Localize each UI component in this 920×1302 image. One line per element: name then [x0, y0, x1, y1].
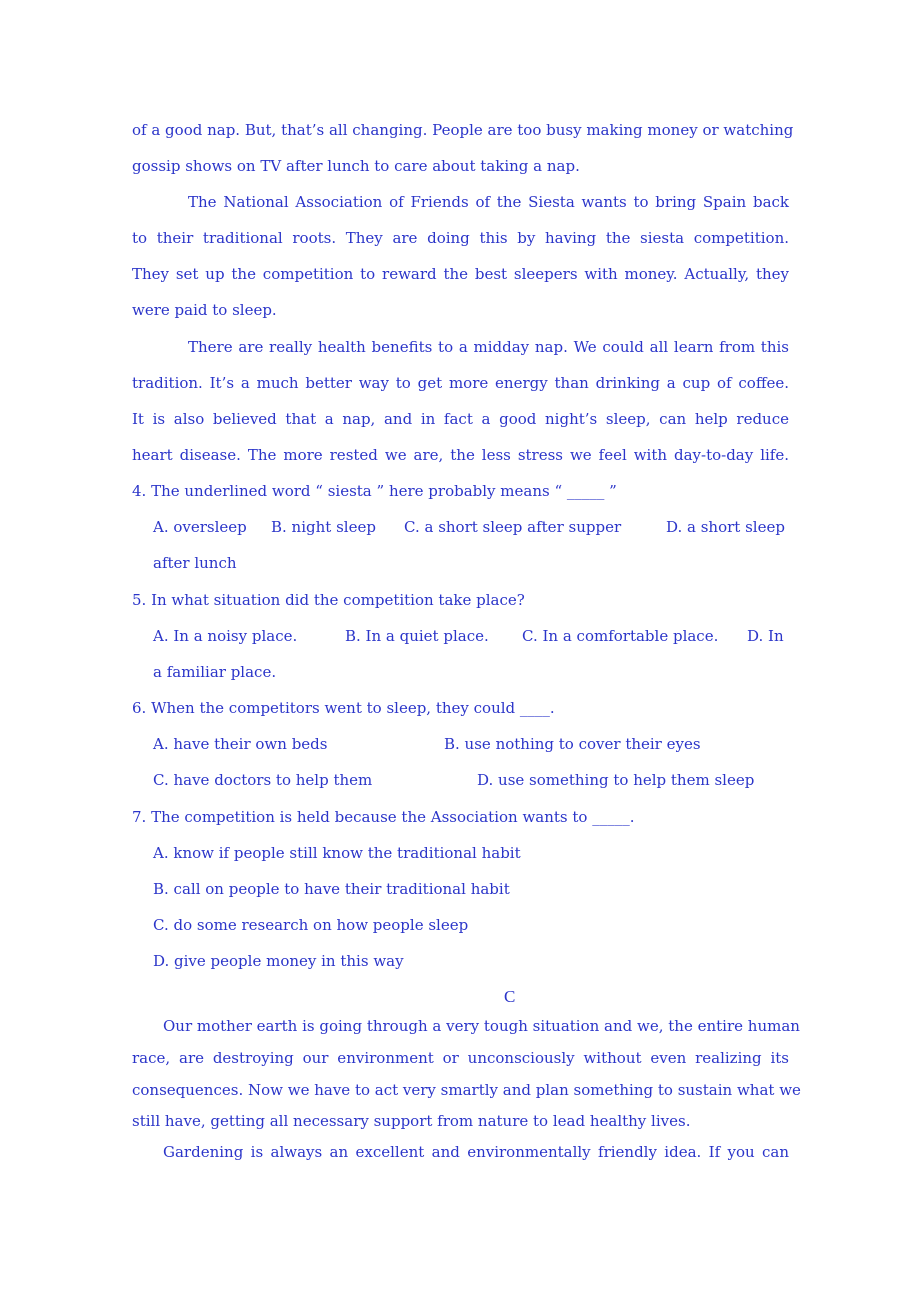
question-6-stem: 6. When the competitors went to sleep, they could ____. — [132, 699, 555, 717]
question-4-option-c: C. a short sleep after supper — [404, 518, 622, 536]
passage-b-p3-line-1: There are really health benefits to a midday nap. We could all learn from this — [188, 338, 789, 356]
question-5-option-c: C. In a comfortable place. — [522, 627, 719, 645]
passage-b-p3-line-2: tradition. It’s a much better way to get more energy than drinking a cup of coffee. — [132, 374, 789, 392]
passage-b-p2-line-3: They set up the competition to reward the best sleepers with money. Actually, they — [132, 265, 789, 283]
question-7-option-a: A. know if people still know the traditional habit — [153, 844, 521, 862]
passage-b-p3-line-4: heart disease. The more rested we are, the less stress we feel with day-to-day life. — [132, 446, 789, 464]
question-6-option-c: C. have doctors to help them — [153, 771, 373, 789]
passage-c-p1-line-3: consequences. Now we have to act very smartly and plan something to sustain what we — [132, 1081, 801, 1099]
question-7-option-c: C. do some research on how people sleep — [153, 916, 469, 934]
question-6-option-b: B. use nothing to cover their eyes — [444, 735, 701, 753]
question-5-option-b: B. In a quiet place. — [345, 627, 489, 645]
passage-c-heading: C — [504, 987, 516, 1006]
passage-b-p1-line-1: of a good nap. But, that’s all changing. People are too busy making money or watching — [132, 121, 794, 139]
question-7-option-b: B. call on people to have their traditional habit — [153, 880, 510, 898]
question-5-option-a: A. In a noisy place. — [153, 627, 298, 645]
question-5-stem: 5. In what situation did the competition take place? — [132, 591, 525, 609]
passage-b-p2-line-1: The National Association of Friends of the Siesta wants to bring Spain back — [188, 193, 789, 211]
question-7-option-d: D. give people money in this way — [153, 952, 404, 970]
question-4-stem: 4. The underlined word “ siesta ” here probably means “ _____ ” — [132, 482, 617, 500]
passage-c-p1-line-4: still have, getting all necessary support from nature to lead healthy lives. — [132, 1112, 691, 1130]
question-4-option-d-cont: after lunch — [153, 554, 237, 572]
question-7-stem: 7. The competition is held because the Association wants to _____. — [132, 808, 635, 826]
passage-b-p1-line-2: gossip shows on TV after lunch to care about taking a nap. — [132, 157, 580, 175]
passage-b-p2-line-2: to their traditional roots. They are doing this by having the siesta competition. — [132, 229, 789, 247]
passage-c-p1-line-2: race, are destroying our environment or unconsciously without even realizing its — [132, 1049, 789, 1067]
passage-b-p3-line-3: It is also believed that a nap, and in fact a good night’s sleep, can help reduce — [132, 410, 789, 428]
question-5-option-d: D. In — [747, 627, 784, 645]
passage-c-p1-line-1: Our mother earth is going through a very tough situation and we, the entire human — [163, 1017, 800, 1035]
question-6-option-a: A. have their own beds — [153, 735, 328, 753]
question-4-option-b: B. night sleep — [271, 518, 376, 536]
question-6-option-d: D. use something to help them sleep — [477, 771, 755, 789]
question-4-option-d: D. a short sleep — [666, 518, 785, 536]
passage-b-p2-line-4: were paid to sleep. — [132, 301, 277, 319]
passage-c-p2-line-1: Gardening is always an excellent and environmentally friendly idea. If you can — [163, 1143, 789, 1161]
question-4-option-a: A. oversleep — [153, 518, 247, 536]
question-5-option-d-cont: a familiar place. — [153, 663, 277, 681]
